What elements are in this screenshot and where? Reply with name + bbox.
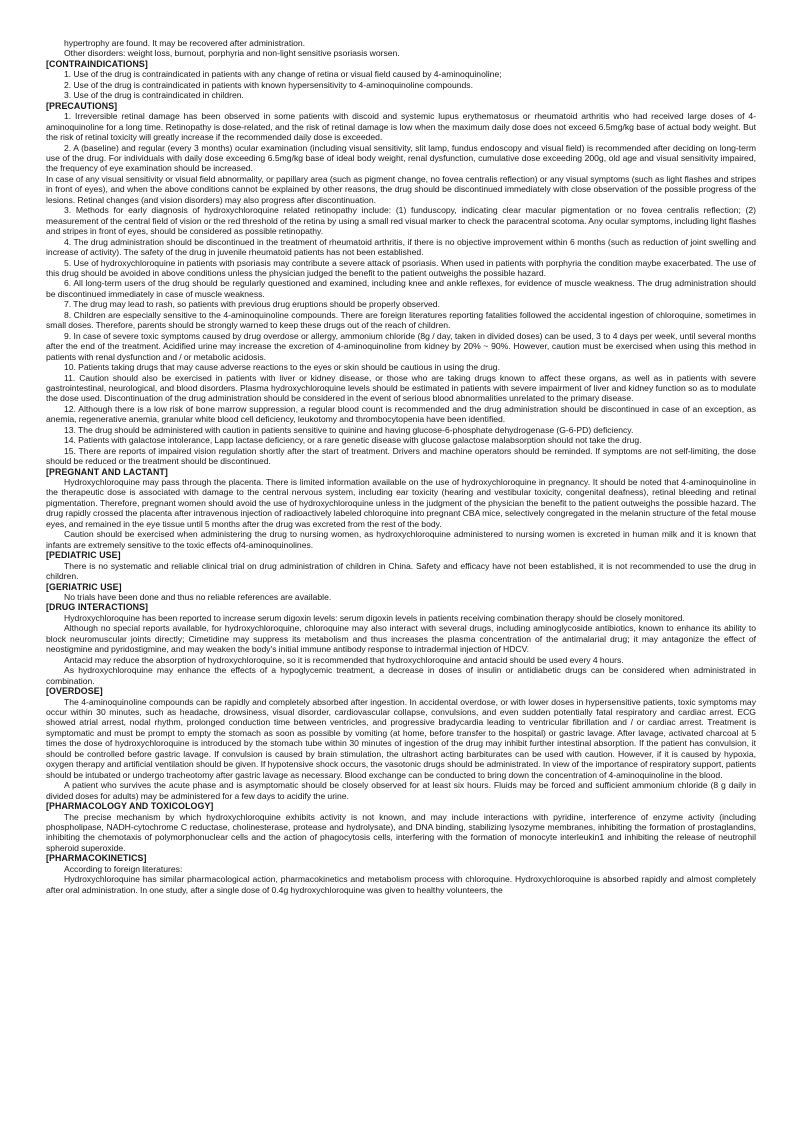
paragraph: The 4-aminoquinoline compounds can be rapidly and completely absorbed after ingestion. In accidental overdose, or with lower doses in hypersensitive patients, toxic symptoms may occur within 30 minutes, such as headache, drowsiness, visual disorder, cardiovascular collapse, convulsions, and even sudden potentially fatal respiratory and cardiac arrest. ECG showed atrial arrest, nodal rhythm, prolonged conduction time between ventricles, and progressive bradycardia leading to ventricular fibrillation and / or cardiac arrest. Treatment is symptomatic and must be prompt to empty the stomach as soon as possible by vomiting (at home, before transfer to the hospital) or gastric lavage. After lavage, activated charcoal at 5 times the dose of hydroxychloroquine is introduced by the stomach tube within 30 minutes of ingestion of the drug may inhibit further intestinal absorption. If the patient has convulsion, it should be controlled before gastric lavage. If convulsion is caused by brain stimulation, the ultrashort acting barbiturates can be used with caution. However, if it is caused by hypoxia, oxygen therapy and artificial ventilation should be given. If hypotensive shock occurs, the vasotonic drugs should be administrated. In view of the importance of respiratory support, patients should be intubated or undergo tracheotomy after gastric lavage as necessary. Blood exchange can be conducted to bring down the concentration of 4-aminoquinoline in the blood. xyxy=(46,696,756,780)
paragraph: hypertrophy are found. It may be recovered after administration. xyxy=(64,38,306,48)
paragraph: Hydroxychloroquine has been reported to increase serum digoxin levels: serum digoxin levels in patients receiving combination therapy should be closely monitored. xyxy=(64,612,685,623)
paragraph: 5. Use of hydroxychloroquine in patients with psoriasis may contribute a severe attack of psoriasis. When used in patients with porphyria the condition maybe exacerbated. The use of this drug should be avoided in above conditions unless the physician judged the benefit to the patient outweighs the possible hazard. xyxy=(46,257,756,278)
section-heading: [OVERDOSE] xyxy=(46,686,103,697)
paragraph: 2. Use of the drug is contraindicated in patients with known hypersensitivity to 4-aminoquinoline compounds. xyxy=(64,79,473,90)
paragraph: There is no systematic and reliable clinical trial on drug administration of children in China. Safety and efficacy have not been established, it is not recommended to use the drug in children. xyxy=(46,560,756,582)
paragraph: Hydroxychloroquine has similar pharmacological action, pharmacokinetics and metabolism process with chloroquine. Hydroxychloroquine is absorbed rapidly and almost completely after oral administration. In one study, after a single dose of 0.4g hydroxychloroquine was given to healthy volunteers, the xyxy=(46,874,756,895)
paragraph: 14. Patients with galactose intolerance, Lapp lactase deficiency, or a rare genetic disease with glucose galactose malabsorption should not take the drug. xyxy=(64,435,642,446)
paragraph: The precise mechanism by which hydroxychloroquine exhibits activity is not known, and may include interactions with pyridine, interference of enzyme activity (including phospholipase, NADH-cytochrome C reductase, cholinesterase, protease and hydrolysate), and DNA binding, stabilizing lysozyme membranes, inhibiting the formation of prostaglandins, inhibiting the chemotaxis of polymorphonuclear cells and the action of phagocytosis cells, interfering with the formation of monocyte interleukin1 and inhibiting the release of neutrophil spheroid superoxide. xyxy=(46,811,756,853)
paragraph: 15. There are reports of impaired vision regulation shortly after the start of treatment. Drivers and machine operators should be reminded. If symptoms are not self-limiting, the dose should be reduced or the treatment should be discontinued. xyxy=(46,445,756,467)
section-heading: [GERIATRIC USE] xyxy=(46,581,122,592)
section-heading: [CONTRAINDICATIONS] xyxy=(46,58,148,69)
paragraph: 13. The drug should be administered with caution in patients sensitive to quinine and having glucose-6-phosphate dehydrogenase (G-6-PD) deficiency. xyxy=(64,424,634,435)
paragraph: 7. The drug may lead to rash, so patients with previous drug eruptions should be properly observed. xyxy=(64,299,440,310)
paragraph: As hydroxychloroquine may enhance the effects of a hypoglycemic treatment, a decrease in doses of insulin or antidiabetic drugs can be considered when administrated in combination. xyxy=(46,665,756,686)
paragraph: 1. Irreversible retinal damage has been observed in some patients with discoid and systemic lupus erythematosus or rheumatoid arthritis who had received large doses of 4-aminoquinoline for a long time. Retinopathy is dose-related, and the risk of retinal damage is low when the maximum daily dose does not exceed 6.5mg/kg base of actual body weight. But the risk of retinal toxicity will greatly increase if the recommended daily dose is exceeded. xyxy=(46,111,756,143)
paragraph: 1. Use of the drug is contraindicated in patients with any change of retina or visual field caused by 4-aminoquinoline; xyxy=(64,69,502,80)
paragraph: Although no special reports available, for hydroxychloroquine, chloroquine may also interact with several drugs, including aminoglycoside antibiotics, known to enhance its ability to block neuromuscular joints directly; Cimetidine may suppress its metabolism and thus increases the plasma concentration of the antimalarial drug; it may antagonize the effect of neostigmine and pyridostigmine, and may weaken the body's initial immune antibody response to intradermal injection of HDCV. xyxy=(46,623,756,655)
paragraph: Caution should be exercised when administering the drug to nursing women, as hydroxychloroquine administered to nursing women is excreted in human milk and it is known that infants are extremely sensitive to the toxic effects of4-aminoquinolines. xyxy=(46,529,756,550)
section-heading: [PREGNANT AND LACTANT] xyxy=(46,466,168,477)
paragraph: 10. Patients taking drugs that may cause adverse reactions to the eyes or skin should be cautious in using the drug. xyxy=(64,362,500,373)
paragraph: 9. In case of severe toxic symptoms caused by drug overdose or allergy, ammonium chloride (8g / day, taken in divided doses) can be used, 3 to 4 days per week, until several months after the end of the treatment. Acidified urine may increase the excretion of 4-aminoquinoline from kidney by 20% ~ 90%. However, caution must be exercised when using this method in patients with renal dysfunction and / or metabolic acidosis. xyxy=(46,330,756,362)
paragraph: 8. Children are especially sensitive to the 4-aminoquinoline compounds. There are foreign literatures reporting fatalities followed the accidental ingestion of chloroquine, sometimes in small doses. Therefore, parents should be strongly warned to keep these drugs out of the reach of children. xyxy=(46,309,756,331)
section-heading: [DRUG INTERACTIONS] xyxy=(46,602,149,613)
paragraph: Other disorders: weight loss, burnout, porphyria and non-light sensitive psoriasis worsen. xyxy=(64,48,400,59)
paragraph: No trials have been done and thus no reliable references are available. xyxy=(64,592,332,603)
paragraph: 3. Methods for early diagnosis of hydroxychloroquine related retinopathy include: (1) funduscopy, indicating clear macular pigmentation or no fovea centralis reflection; (2) measurement of the central field of vision or the red threshold of the retina by using a small red visual marker to check the paracentral scotoma. Any ocular symptoms, including light flashes and stripes in front of eyes, should be considered as possible retinopathy. xyxy=(46,205,756,237)
paragraph: 3. Use of the drug is contraindicated in children. xyxy=(64,90,244,101)
paragraph: According to foreign literatures: xyxy=(64,863,183,874)
paragraph: Antacid may reduce the absorption of hydroxychloroquine, so it is recommended that hydroxychloroquine and antacid should be used every 4 hours. xyxy=(64,654,624,665)
paragraph: 6. All long-term users of the drug should be regularly questioned and examined, including knee and ankle reflexes, for evidence of muscle weakness. The drug administration should be discontinued immediately in case of muscle weakness. xyxy=(46,278,756,299)
section-heading: [PRECAUTIONS] xyxy=(46,100,118,111)
paragraph: In case of any visual sensitivity or visual field abnormality, or papillary area (such as pigment change, no fovea centralis reflection) or any visual symptoms (such as light flashes and stripes in front of eyes), and when the above conditions cannot be explained by other reasons, the drug should be discontinued immediately with close observation of the possible progress of the lesions. Retinal changes (and vision disorders) may also progress after discontinuation. xyxy=(46,173,756,205)
section-heading: [PEDIATRIC USE] xyxy=(46,550,121,561)
paragraph: 11. Caution should also be exercised in patients with liver or kidney disease, or those who are taking drugs known to affect these organs, as well as in patients with severe gastrointestinal, neurological, and blood disorders. Plasma hydroxychloroquine levels should be estimated in patients with severe impairment of liver and kidney function so as to modulate the dose used. Discontinuation of the drug administration should be considered in the event of serious blood abnormalities unrelated to the primary disease. xyxy=(46,372,756,404)
paragraph: 4. The drug administration should be discontinued in the treatment of rheumatoid arthritis, if there is no objective improvement within 6 months (such as reduction of joint swelling and increase of activity). The safety of the drug in juvenile rheumatoid patients has not been established. xyxy=(46,236,756,258)
paragraph: Hydroxychloroquine may pass through the placenta. There is limited information available on the use of hydroxychloroquine in pregnancy. It should be noted that 4-aminoquinoline in the therapeutic dose is associated with damage to the central nervous system, including ear toxicity (hearing and vestibular toxicity, congenital deafness), retinal bleeding and retinal pigmentation. Therefore, pregnant women should avoid the use of hydroxychloroquine unless in the judgment of the physician the benefit to the patient outweighs the possible hazard. The drug rapidly crossed the placenta after intravenous injection of radioactively labeled chloroquine into pregnant CBA mice, selectively congregated in the melanin structure of the fetal mouse eyes, and remained in the eye tissue until 5 months after the drug was excreted from the rest of the body. xyxy=(46,477,756,529)
paragraph: 12. Although there is a low risk of bone marrow suppression, a regular blood count is recommended and the drug administration should be discontinued in case of an exception, as anemia, regenerative anemia, granular white blood cell deficiency, leukotomy and thrombocytopenia have been identified. xyxy=(46,403,756,425)
paragraph: A patient who survives the acute phase and is asymptomatic should be closely observed for at least six hours. Fluids may be forced and sufficient ammonium chloride (8 g daily in divided doses for adults) may be administered for a few days to acidify the urine. xyxy=(46,780,756,801)
section-heading: [PHARMACOKINETICS] xyxy=(46,853,147,864)
paragraph: 2. A (baseline) and regular (every 3 months) ocular examination (including visual sensitivity, slit lamp, fundus endoscopy and visual field) is recommended after deciding on long-term use of the drug. For individuals with daily dose exceeding 6.5mg/kg base of ideal body weight, renal dysfunction, cumulative dose exceeding 200g, old age and visual sensitivity impaired, the frequency of eye examination should be increased. xyxy=(46,142,756,174)
section-heading: [PHARMACOLOGY AND TOXICOLOGY] xyxy=(46,801,214,812)
